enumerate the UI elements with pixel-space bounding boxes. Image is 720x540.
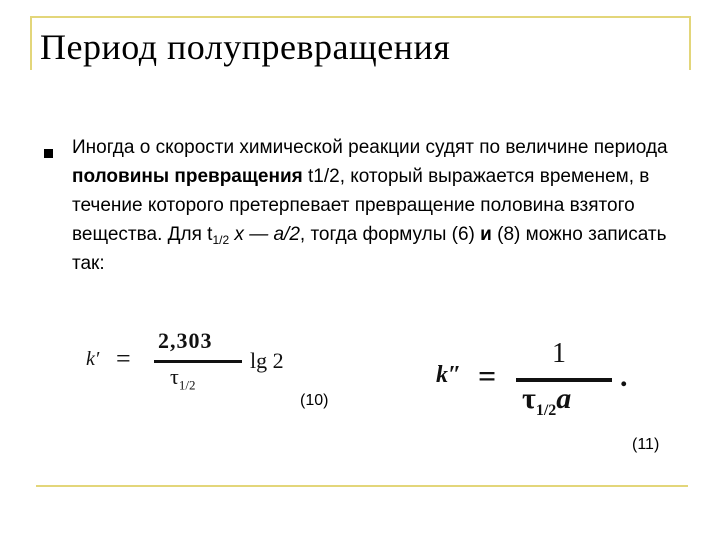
- paragraph-bold-2: и: [480, 224, 492, 245]
- formula-10: [86, 330, 286, 410]
- paragraph-text-3: , тогда формулы (6): [299, 224, 481, 245]
- paragraph-text-1: Иногда о скорости химической реакции судят по величине периода: [72, 137, 668, 158]
- paragraph-subscript: 1/2: [212, 233, 230, 247]
- frame-bottom-line: [36, 485, 688, 487]
- formula-11-label: (11): [632, 436, 660, 453]
- paragraph-text-4: (8) можно записать так:: [72, 224, 667, 274]
- formula-10-equals: =: [116, 344, 131, 373]
- paragraph-italic: x — a/2: [229, 224, 300, 245]
- formula-11-tau-sub: 1/2: [535, 402, 557, 419]
- formula-11-equals: =: [478, 358, 497, 394]
- formula-11-lhs: k″: [436, 362, 462, 388]
- paragraph-text-2: t1/2, который выражается временем, в течение которого претерпевает превращение половина взятого вещества. Для t: [72, 166, 650, 245]
- frame-right-line: [689, 16, 691, 70]
- formula-10-fraction-bar: [154, 360, 242, 363]
- formula-11-period: .: [620, 360, 628, 393]
- frame-top-line: [30, 16, 690, 18]
- formula-10-tau-sub: 1/2: [178, 377, 196, 393]
- formula-10-label: (10): [300, 392, 329, 409]
- formula-11-var: a: [556, 382, 572, 415]
- formula-10-log: lg 2: [250, 348, 284, 373]
- bullet-square-icon: [44, 149, 53, 158]
- formula-11-tau: τ: [522, 382, 536, 415]
- formula-11-numerator: 1: [552, 338, 566, 369]
- formula-11-denominator: [522, 382, 571, 420]
- formula-11: [436, 340, 656, 430]
- slide-title: Период полупревращения: [40, 27, 451, 67]
- paragraph-bold-1: половины превращения: [72, 166, 303, 187]
- formula-10-numerator: 2,303: [158, 328, 213, 353]
- formula-10-denominator: [170, 364, 195, 393]
- frame-left-line: [30, 16, 32, 70]
- formula-10-tau: τ: [170, 364, 179, 389]
- body-paragraph: [72, 133, 672, 278]
- formula-10-lhs: k′: [86, 348, 100, 370]
